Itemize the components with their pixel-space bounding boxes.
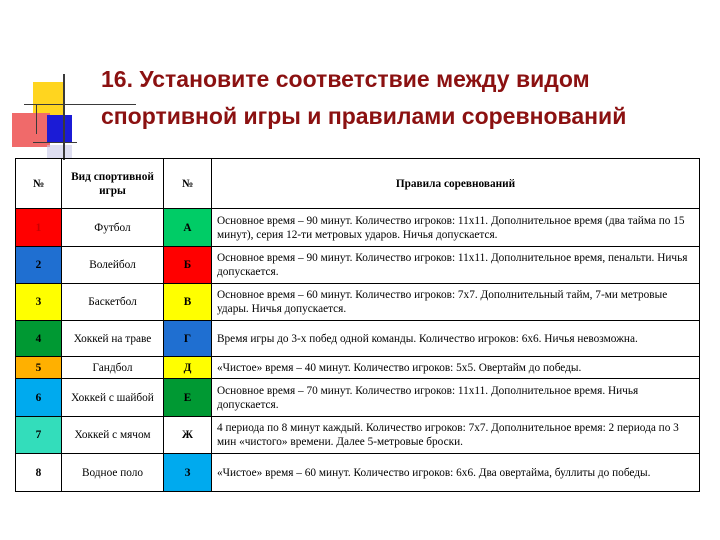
logo-square-shadow [47, 145, 72, 159]
header-letter: № [164, 159, 212, 209]
sport-name-cell: Гандбол [62, 357, 164, 379]
table-row [16, 417, 700, 454]
sport-number-cell: 5 [16, 357, 62, 379]
rule-letter-cell: Б [164, 247, 212, 284]
logo-square-yellow [33, 82, 65, 116]
sport-number-cell: 8 [16, 454, 62, 492]
rule-letter-cell: А [164, 209, 212, 247]
rule-letter-cell: З [164, 454, 212, 492]
sport-name-cell: Водное поло [62, 454, 164, 492]
sport-name-cell: Футбол [62, 209, 164, 247]
sport-name-cell: Хоккей с мячом [62, 417, 164, 454]
header-sport: Вид спортивной игры [62, 159, 164, 209]
sport-number-cell: 3 [16, 284, 62, 321]
sport-name-cell: Волейбол [62, 247, 164, 284]
table-row [16, 379, 700, 417]
table-header-row [16, 159, 700, 209]
sport-name-cell: Хоккей с шайбой [62, 379, 164, 417]
table-row [16, 454, 700, 492]
sport-number-cell: 6 [16, 379, 62, 417]
rule-text-cell: Основное время – 90 минут. Количество игроков: 11х11. Дополнительное время, пенальти. Ничья допускается. [212, 247, 700, 284]
table-row [16, 321, 700, 357]
rule-letter-cell: В [164, 284, 212, 321]
rule-letter-cell: Ж [164, 417, 212, 454]
rule-text-cell: Время игры до 3-х побед одной команды. Количество игроков: 6х6. Ничья невозможна. [212, 321, 700, 357]
logo-square-blue [47, 115, 72, 143]
slide-title-line-2: спортивной игры и правилами соревнований [101, 103, 627, 129]
sport-number-cell: 1 [16, 209, 62, 247]
table-row [16, 247, 700, 284]
rule-text-cell: Основное время – 60 минут. Количество игроков: 7х7. Дополнительный тайм, 7-ми метровые удары. Ничья допускается. [212, 284, 700, 321]
sport-name-cell: Баскетбол [62, 284, 164, 321]
rule-letter-cell: Г [164, 321, 212, 357]
slide-title-line-1: 16. Установите соответствие между видом [101, 66, 590, 92]
header-rules: Правила соревнований [212, 159, 700, 209]
rule-text-cell: «Чистое» время – 40 минут. Количество игроков: 5х5. Овертайм до победы. [212, 357, 700, 379]
sport-number-cell: 7 [16, 417, 62, 454]
rule-text-cell: Основное время – 90 минут. Количество игроков: 11х11. Дополнительное время (два тайма по 15 минут), серия 12-ти метровых ударов. Ничья допускается. [212, 209, 700, 247]
slide-title [101, 61, 711, 135]
table-row [16, 284, 700, 321]
matching-table [15, 158, 700, 492]
sport-name-cell: Хоккей на траве [62, 321, 164, 357]
header-num: № [16, 159, 62, 209]
logo-line [36, 104, 37, 134]
rule-letter-cell: Е [164, 379, 212, 417]
rule-text-cell: «Чистое» время – 60 минут. Количество игроков: 6х6. Два овертайма, буллиты до победы. [212, 454, 700, 492]
sport-number-cell: 2 [16, 247, 62, 284]
rule-text-cell: 4 периода по 8 минут каждый. Количество игроков: 7х7. Дополнительное время: 2 периода по 3 мин «чистого» времени. Далее 5-метровые броски. [212, 417, 700, 454]
table-row [16, 357, 700, 379]
rule-letter-cell: Д [164, 357, 212, 379]
sport-number-cell: 4 [16, 321, 62, 357]
logo-line [63, 74, 65, 160]
table-row [16, 209, 700, 247]
rule-text-cell: Основное время – 70 минут. Количество игроков: 11х11. Дополнительное время. Ничья допускается. [212, 379, 700, 417]
logo-line [33, 142, 77, 143]
